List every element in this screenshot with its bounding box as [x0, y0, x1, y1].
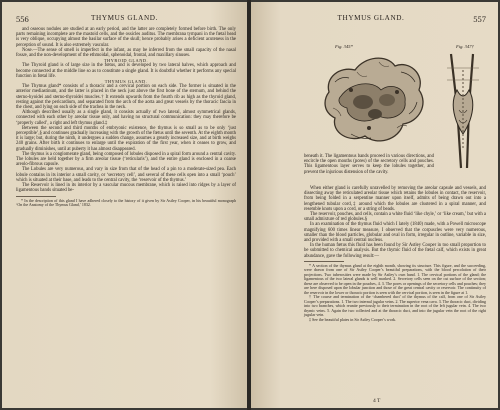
footnote-rule	[16, 196, 56, 197]
left-page	[2, 2, 247, 408]
figure-label-347: Fig. 347†	[456, 44, 474, 49]
running-head-left: THYMUS GLAND.	[91, 14, 158, 22]
paragraph: The Lobules are very numerous, and vary in size from that of the head of a pin to a moderate-sized pea. Each lobule contains in its interior a small cavity, or ‘secretory cell’, and several of these cells open into a small ‘pouch’ which is situated at their base, and leads to the central cavity, the ‘reservoir of the thymus.’	[16, 167, 236, 183]
paragraph: Nose.—The sense of smell is imperfect in the infant, as may be inferred from the small capacity of the nasal fossæ, and the non-development of the ethmoidal, sphenoidal, frontal, and maxillary sinuses.	[16, 47, 236, 59]
footnotes	[304, 264, 486, 323]
paragraph: The reservoir, pouches, and cells, contain a white fluid ‘like chyle,’ or ‘like cream,’ but with a small admixture of red globules.§	[304, 212, 486, 223]
right-text-beside-figure	[304, 154, 434, 175]
paragraph: In an examination of the thymus fluid which I lately (1840) made, with a Powell microscope magnifying 600 times linear measure, I observed that the corpuscles were very numerous, smaller than the blood particles, globular and oval in form, irregular in outline, variable in size, and provided with a small central nucleus.	[304, 222, 486, 244]
figure-label-345: Fig. 345*	[335, 44, 353, 49]
left-text-column	[16, 27, 236, 208]
paragraph: The thymus is a conglomerate gland, being composed of lobules disposed in a spiral form around a central cavity. The lobules are held together by a firm areolar tissue (‘reticularis’), and the entire gland is enclosed in a coarse areolo-fibrous capsule.	[16, 151, 236, 168]
paragraph: Between the second and third months of embryonic existence, the thymus is so small as to be only ‘just perceptible’,§ and continues gradually increasing with the growth of the fœtus until the seventh. At the eighth month it is large; but, during the ninth, it undergoes a sudden change, assumes a greatly increased size, and at birth weighs 240 grains. After birth it continues to enlarge until the expiration of the first year, when it ceases to grow, and gradually diminishes, until at puberty it has almost disappeared.	[16, 125, 236, 152]
paragraph: In the human fœtus this fluid has been found by Sir Astley Cooper in too small proportion to be submitted to chemical analysis. But the thymic fluid of the fœtal calf, which exists in great abundance, gave the following result:—	[304, 243, 486, 259]
footnote: ‡ See the beautiful plates in Sir Astley Cooper’s work.	[309, 316, 397, 322]
paragraph: and osseous nodules are studied at an early period, and the latter are completely formed before birth. The only parts remaining incomplete are the mastoid cells, and the ossicles auditus. The membrana tympani in the fœtal head is very oblique, occupying almost the basilar surface of the skull; hence probably arises a deficient acuteness in the perception of sound. It is also extremely vascular.	[16, 27, 236, 48]
printer-signature: 4 T	[373, 398, 381, 404]
running-head-right: THYMUS GLAND.	[337, 14, 405, 22]
paragraph: The Reservoir is lined in its interior by a vascular mucous membrane, which is raised into ridges by a layer of ligamentous bands situated be-	[16, 183, 236, 194]
page-number-right: 557	[473, 14, 486, 24]
footnote: * A section of the thymus gland at the eighth month, showing its structure. This figure, and the succeeding, were drawn from one of Sir Astley Cooper’s beautiful preparations, with the blood percolation of their projections. Two tuberosities were made by Sir Astley’s own hand. 1. The cervical portions of the gland; the ligamentous of the two lateral glands is well marked. 2. Secretory cells seen on the cut surface of the section; these are observed to be open in the pouches, 4. 3. The pores or openings of the secretory cells and pouches; they are here disposed upon the lobular junction and those of the great central cavity or reservoir. The continuity of the reservoir in the lower or thoracic portion is seen with the cervical portion, is seen in the figure at 1.	[304, 262, 486, 295]
paragraph: Although described usually as a single gland, it consists actually of two lateral, almost symmetrical glands, connected with each other by areolar tissue only, and having no structural communication: they may therefore be ‘properly called’, a right and left thymus gland.‡	[16, 110, 236, 126]
page-number-left: 556	[16, 14, 29, 24]
paragraph: beneath it. The ligamentous bands proceed in various directions, and encircle the open mouths (pores) of the secretory cells and pouches. This ligamentous layer serves to keep the lobules together, and prevent the injurious distension of the cavity.	[304, 154, 434, 175]
right-text-column	[304, 186, 486, 322]
footnote-rule	[304, 261, 344, 262]
footnote: † The course and termination of the ‘chambered duct’ of the thymus of the calf, from one of Sir Astley Cooper’s preparations. 1. The two internal jugular veins. 2. The superior vena cava. 3. The thoracic duct, dividing into two branches, which reunite previously to their termination in the root of the left jugular vein. 4. The two thymic veins. 5. Again the two collected and at the thoracic duct, and into the jugular vein the root of the right jugular vein.	[304, 294, 486, 318]
paragraph: When either gland is carefully unravelled by removing the areolar capsule and vessels, and dissecting away the reticulated areolar tissue which retains the lobules in contact, the reservoir, from being folded in a serpentine manner upon itself, admits of being drawn out into a lengthened tubular cord,‡ around which the lobules are clustered in a spiral manner, and resemble knots upon a cord, or a string of beads.	[304, 186, 486, 212]
thymus-duct-illustration	[441, 50, 491, 172]
section-heading-thymus: THYMUS GLAND.	[104, 79, 148, 85]
thymus-section-illustration	[321, 52, 431, 150]
section-heading-thyroid: THYROID GLAND.	[103, 58, 149, 64]
paragraph: The Thymus gland* consists of a thoracic and a cervical portion on each side. The former is situated in the anterior mediastinum, and the latter is placed in the neck just above the first bone of the sternum, and behind the sterno-hyoidei and sterno-thyroidei muscles.† It extends upwards from the fourth rib as high as the thyroid gland, resting against the pericardium, and separated from the arch of the aorta and great vessels by the thoracic fascia in the chest, and lying on each side of the trachea in the neck.	[16, 84, 236, 111]
footnote: * In the description of this gland I have adhered closely to the history of it given by Sir Astley Cooper, in his beautiful monograph ‘On the Anatomy of the Thymus Gland,’ 1832.	[16, 197, 236, 207]
right-page	[251, 2, 498, 408]
paragraph: The Thyroid gland is of large size in the fœtus, and is developed by two lateral halves, which approach and become connected at the middle line so as to constitute a single gland. It is doubtful whether it performs any special function in fœtal life.	[16, 63, 236, 79]
